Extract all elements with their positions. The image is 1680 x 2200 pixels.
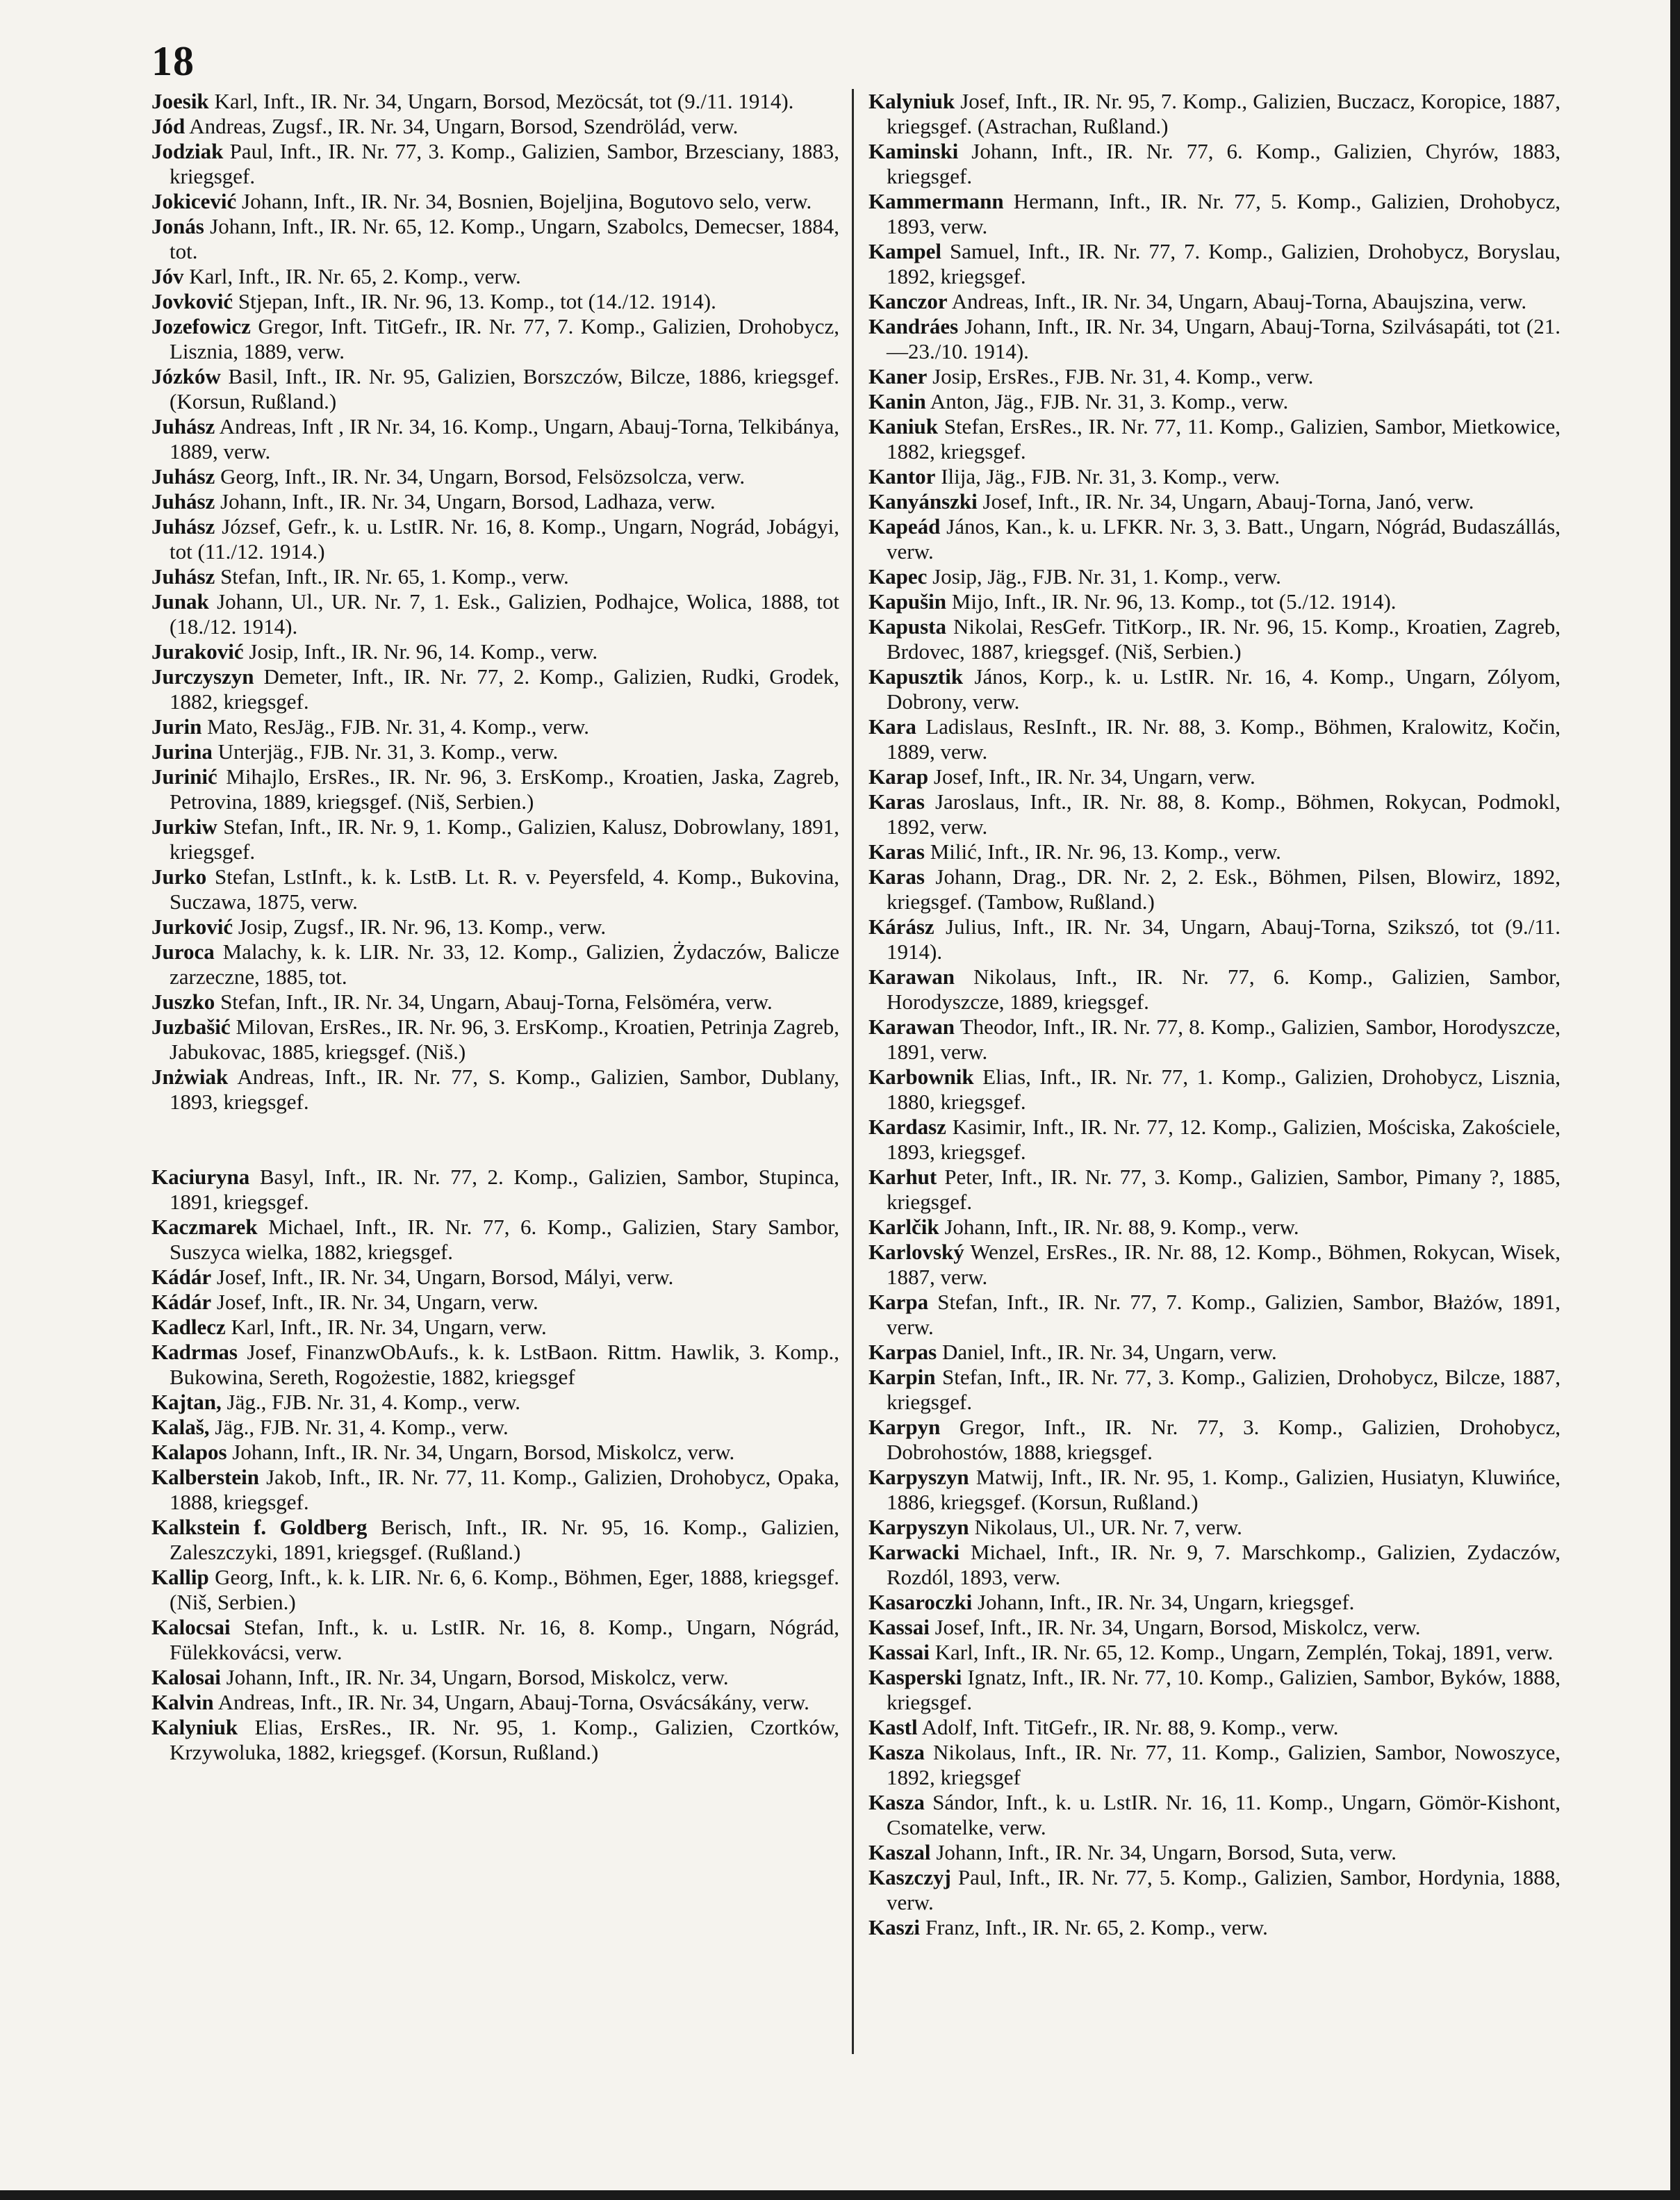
register-entry bbox=[151, 990, 839, 1015]
entry-surname: Kandráes bbox=[868, 314, 959, 338]
register-entry bbox=[151, 714, 839, 739]
entry-surname: Karlovský bbox=[868, 1240, 964, 1264]
entry-details: Stefan, Inft., IR. Nr. 77, 7. Komp., Galizien, Sambor, Błażów, 1891, verw. bbox=[887, 1290, 1560, 1339]
entry-surname: Kajtan, bbox=[151, 1390, 222, 1414]
register-entry bbox=[151, 814, 839, 864]
register-entry bbox=[151, 1440, 839, 1465]
register-entry bbox=[151, 464, 839, 489]
register-entry bbox=[151, 1690, 839, 1715]
register-entry bbox=[868, 364, 1560, 389]
entry-surname: Kaszal bbox=[868, 1840, 931, 1864]
entry-surname: Jurczyszyn bbox=[151, 664, 254, 689]
entry-surname: Jodziak bbox=[151, 139, 224, 163]
entry-details: Sándor, Inft., k. u. LstIR. Nr. 16, 11. Komp., Ungarn, Gömör-Kishont, Csomatelke, verw. bbox=[887, 1790, 1560, 1839]
entry-surname: Jurin bbox=[151, 714, 202, 739]
entry-details: Nikolaus, Ul., UR. Nr. 7, verw. bbox=[974, 1515, 1242, 1539]
entry-surname: Kanin bbox=[868, 389, 926, 413]
register-entry bbox=[868, 389, 1560, 414]
register-entry bbox=[151, 1715, 839, 1765]
entry-details: Josef, Inft., IR. Nr. 34, Ungarn, Borsod, Miskolcz, verw. bbox=[934, 1615, 1421, 1639]
register-entry bbox=[868, 764, 1560, 789]
register-entry bbox=[868, 564, 1560, 589]
entry-details: Jäg., FJB. Nr. 31, 4. Komp., verw. bbox=[227, 1390, 521, 1414]
entry-surname: Joesik bbox=[151, 89, 209, 113]
entry-details: Johann, Inft., IR. Nr. 65, 12. Komp., Ungarn, Szabolcs, Demecser, 1884, tot. bbox=[170, 214, 840, 263]
entry-details: Jäg., FJB. Nr. 31, 4. Komp., verw. bbox=[215, 1415, 509, 1439]
register-entry bbox=[868, 1715, 1560, 1740]
entry-details: Basil, Inft., IR. Nr. 95, Galizien, Borszczów, Bilcze, 1886, kriegsgef. (Korsun, Rußland.) bbox=[170, 364, 840, 413]
entry-details: Michael, Inft., IR. Nr. 77, 6. Komp., Galizien, Stary Sambor, Suszyca wielka, 1882, kriegsgef. bbox=[170, 1215, 840, 1264]
register-entry bbox=[151, 1015, 839, 1065]
entry-surname: Jurko bbox=[151, 864, 207, 889]
register-entry bbox=[868, 189, 1560, 239]
register-entry bbox=[868, 964, 1560, 1015]
entry-details: Paul, Inft., IR. Nr. 77, 5. Komp., Galizien, Sambor, Hordynia, 1888, verw. bbox=[887, 1865, 1561, 1914]
entry-details: Andreas, Zugsf., IR. Nr. 34, Ungarn, Borsod, Szendrölád, verw. bbox=[189, 114, 739, 138]
register-entry bbox=[151, 1340, 839, 1390]
register-entry bbox=[151, 639, 839, 664]
entry-surname: Karap bbox=[868, 764, 929, 789]
entry-surname: Kapusztik bbox=[868, 664, 964, 689]
entry-surname: Kanyánszki bbox=[868, 489, 978, 514]
entry-surname: Karbownik bbox=[868, 1065, 974, 1089]
entry-surname: Kasaroczki bbox=[868, 1590, 973, 1614]
entry-details: Milić, Inft., IR. Nr. 96, 13. Komp., verw. bbox=[930, 839, 1281, 864]
entry-details: Karl, Inft., IR. Nr. 34, Ungarn, verw. bbox=[231, 1315, 547, 1339]
entry-surname: Kantor bbox=[868, 464, 936, 489]
register-entry bbox=[151, 364, 839, 414]
entry-surname: Kassai bbox=[868, 1615, 930, 1639]
register-entry bbox=[151, 864, 839, 914]
entry-surname: Karwacki bbox=[868, 1540, 960, 1564]
entry-surname: Juhász bbox=[151, 514, 215, 539]
entry-details: Elias, ErsRes., IR. Nr. 95, 1. Komp., Galizien, Czortków, Krzywoluka, 1882, kriegsgef. (Korsun, Rußland.) bbox=[170, 1715, 839, 1764]
entry-details: Johann, Inft., IR. Nr. 34, Ungarn, kriegsgef. bbox=[978, 1590, 1355, 1614]
entry-surname: Kapeád bbox=[868, 514, 941, 539]
entry-surname: Kasza bbox=[868, 1740, 925, 1764]
register-entry bbox=[868, 789, 1560, 839]
entry-surname: Jurinić bbox=[151, 764, 217, 789]
entry-surname: Kaszczyj bbox=[868, 1865, 951, 1889]
entry-surname: Karas bbox=[868, 789, 925, 814]
register-entry bbox=[151, 1315, 839, 1340]
register-entry bbox=[868, 1615, 1560, 1640]
register-entry bbox=[151, 314, 839, 364]
entry-details: Johann, Ul., UR. Nr. 7, 1. Esk., Galizien, Podhajce, Wolica, 1888, tot (18./12. 1914). bbox=[170, 589, 839, 639]
register-entry bbox=[151, 139, 839, 189]
entry-details: Mijo, Inft., IR. Nr. 96, 13. Komp., tot (5./12. 1914). bbox=[951, 589, 1397, 614]
entry-surname: Karlčik bbox=[868, 1215, 939, 1239]
entry-details: Johann, Inft., IR. Nr. 34, Ungarn, Borsod, Miskolcz, verw. bbox=[232, 1440, 735, 1464]
entry-details: Stjepan, Inft., IR. Nr. 96, 13. Komp., tot (14./12. 1914). bbox=[238, 289, 716, 313]
entry-surname: Kaszi bbox=[868, 1915, 921, 1939]
register-entry bbox=[151, 1415, 839, 1440]
entry-details: Julius, Inft., IR. Nr. 34, Ungarn, Abauj-Torna, Szikszó, tot (9./11. 1914). bbox=[887, 914, 1560, 964]
register-entry bbox=[868, 1015, 1560, 1065]
entry-surname: Karawan bbox=[868, 964, 955, 989]
entry-details: Ignatz, Inft., IR. Nr. 77, 10. Komp., Galizien, Sambor, Byków, 1888, kriegsgef. bbox=[887, 1665, 1560, 1714]
entry-details: Josip, Jäg., FJB. Nr. 31, 1. Komp., verw. bbox=[932, 564, 1281, 589]
entry-details: Kasimir, Inft., IR. Nr. 77, 12. Komp., Galizien, Mościska, Zakościele, 1893, kriegsgef. bbox=[887, 1115, 1560, 1164]
register-entry bbox=[868, 1065, 1560, 1115]
entry-details: János, Korp., k. u. LstIR. Nr. 16, 4. Komp., Ungarn, Zólyom, Dobrony, verw. bbox=[887, 664, 1561, 714]
entry-details: Adolf, Inft. TitGefr., IR. Nr. 88, 9. Komp., verw. bbox=[921, 1715, 1339, 1739]
entry-details: Anton, Jäg., FJB. Nr. 31, 3. Komp., verw. bbox=[930, 389, 1289, 413]
entry-surname: Kaminski bbox=[868, 139, 959, 163]
entry-details: Josef, Inft., IR. Nr. 95, 7. Komp., Galizien, Buczacz, Koropice, 1887, kriegsgef. (Astrachan, Rußland.) bbox=[887, 89, 1561, 138]
entry-details: Josip, Inft., IR. Nr. 96, 14. Komp., verw. bbox=[249, 639, 598, 664]
entry-surname: Juhász bbox=[151, 489, 215, 514]
entry-surname: Karpin bbox=[868, 1365, 936, 1389]
entry-details: Josip, Zugsf., IR. Nr. 96, 13. Komp., verw. bbox=[238, 914, 607, 939]
entry-surname: Jovković bbox=[151, 289, 233, 313]
register-entry bbox=[151, 914, 839, 939]
register-entry bbox=[151, 939, 839, 990]
register-entry bbox=[151, 589, 839, 639]
entry-details: Stefan, ErsRes., IR. Nr. 77, 11. Komp., Galizien, Sambor, Mietkowice, 1882, kriegsgef. bbox=[887, 414, 1561, 463]
register-entry bbox=[868, 514, 1560, 564]
entry-surname: Kasza bbox=[868, 1790, 925, 1814]
entry-details: Stefan, Inft., IR. Nr. 77, 3. Komp., Galizien, Drohobycz, Bilcze, 1887, kriegsgef. bbox=[887, 1365, 1561, 1414]
register-entry bbox=[868, 1115, 1560, 1165]
entry-details: Stefan, Inft., IR. Nr. 65, 1. Komp., verw. bbox=[220, 564, 569, 589]
entry-surname: Kalapos bbox=[151, 1440, 227, 1464]
register-entry bbox=[868, 1365, 1560, 1415]
register-entry bbox=[151, 1290, 839, 1315]
register-entry bbox=[868, 614, 1560, 664]
register-entry bbox=[868, 1590, 1560, 1615]
entry-details: Milovan, ErsRes., IR. Nr. 96, 3. ErsKomp., Kroatien, Petrinja Zagreb, Jabukovac, 1885, kriegsgef. (Niš.) bbox=[170, 1015, 839, 1064]
register-entry bbox=[151, 1390, 839, 1415]
entry-details: Stefan, Inft., IR. Nr. 9, 1. Komp., Galizien, Kalusz, Dobrowlany, 1891, kriegsgef. bbox=[170, 814, 839, 864]
entry-details: Samuel, Inft., IR. Nr. 77, 7. Komp., Galizien, Drohobycz, Boryslau, 1892, kriegsgef. bbox=[887, 239, 1560, 288]
entry-surname: Kapušin bbox=[868, 589, 947, 614]
entry-details: Stefan, Inft., IR. Nr. 34, Ungarn, Abauj-Torna, Felsöméra, verw. bbox=[220, 990, 773, 1014]
register-entry bbox=[868, 1340, 1560, 1365]
entry-details: Mihajlo, ErsRes., IR. Nr. 96, 3. ErsKomp., Kroatien, Jaska, Zagreb, Petrovina, 1889, kriegsgef. (Niš, Serbien.) bbox=[170, 764, 840, 814]
register-entry bbox=[151, 1065, 839, 1115]
entry-surname: Jozefowicz bbox=[151, 314, 251, 338]
entry-surname: Jóv bbox=[151, 264, 184, 288]
entry-details: Andreas, Inft , IR Nr. 34, 16. Komp., Ungarn, Abauj-Torna, Telkibánya, 1889, verw. bbox=[170, 414, 839, 463]
register-entry bbox=[151, 214, 839, 264]
entry-surname: Kara bbox=[868, 714, 916, 739]
entry-surname: Juhász bbox=[151, 564, 215, 589]
register-entry bbox=[868, 1515, 1560, 1540]
entry-details: Mato, ResJäg., FJB. Nr. 31, 4. Komp., verw. bbox=[207, 714, 590, 739]
entry-surname: Karas bbox=[868, 864, 925, 889]
register-entry bbox=[868, 464, 1560, 489]
register-entry bbox=[868, 89, 1560, 139]
left-column bbox=[151, 89, 839, 1765]
register-entry bbox=[868, 1740, 1560, 1790]
entry-details: Gregor, Inft. TitGefr., IR. Nr. 77, 7. Komp., Galizien, Drohobycz, Lisznia, 1889, verw. bbox=[170, 314, 840, 363]
entry-details: Josef, Inft., IR. Nr. 34, Ungarn, verw. bbox=[933, 764, 1255, 789]
entry-surname: Juroca bbox=[151, 939, 215, 964]
entry-details: Georg, Inft., IR. Nr. 34, Ungarn, Borsod, Felsözsolcza, verw. bbox=[220, 464, 746, 489]
entry-surname: Kastl bbox=[868, 1715, 918, 1739]
entry-surname: Jód bbox=[151, 114, 186, 138]
register-entry bbox=[868, 239, 1560, 289]
entry-details: Ilija, Jäg., FJB. Nr. 31, 3. Komp., verw. bbox=[941, 464, 1280, 489]
register-entry bbox=[868, 139, 1560, 189]
register-entry bbox=[151, 514, 839, 564]
entry-details: Johann, Inft., IR. Nr. 88, 9. Komp., verw. bbox=[944, 1215, 1299, 1239]
entry-surname: Kardasz bbox=[868, 1115, 946, 1139]
register-entry bbox=[868, 1665, 1560, 1715]
entry-surname: Kalocsai bbox=[151, 1615, 231, 1639]
entry-surname: Jonás bbox=[151, 214, 204, 238]
entry-details: Josip, ErsRes., FJB. Nr. 31, 4. Komp., verw. bbox=[932, 364, 1314, 388]
register-entry bbox=[151, 564, 839, 589]
register-entry bbox=[868, 664, 1560, 714]
register-entry bbox=[151, 1665, 839, 1690]
entry-surname: Juraković bbox=[151, 639, 244, 664]
entry-surname: Karpas bbox=[868, 1340, 937, 1364]
entry-details: József, Gefr., k. u. LstIR. Nr. 16, 8. Komp., Ungarn, Nográd, Jobágyi, tot (11./12. 1914.) bbox=[170, 514, 839, 564]
register-entry bbox=[151, 1515, 839, 1565]
entry-surname: Kádár bbox=[151, 1265, 212, 1289]
entry-details: Stefan, LstInft., k. k. LstB. Lt. R. v. Peyersfeld, 4. Komp., Bukovina, Suczawa, 1875, verw. bbox=[170, 864, 839, 914]
entry-surname: Kaczmarek bbox=[151, 1215, 258, 1239]
entry-details: Unterjäg., FJB. Nr. 31, 3. Komp., verw. bbox=[217, 739, 559, 764]
register-entry bbox=[868, 1290, 1560, 1340]
register-entry bbox=[868, 1790, 1560, 1840]
register-entry bbox=[151, 1165, 839, 1215]
entry-details: Johann, Inft., IR. Nr. 34, Ungarn, Borsod, Ladhaza, verw. bbox=[220, 489, 716, 514]
entry-details: Basyl, Inft., IR. Nr. 77, 2. Komp., Galizien, Sambor, Stupinca, 1891, kriegsgef. bbox=[170, 1165, 840, 1214]
register-entry bbox=[151, 414, 839, 464]
entry-details: Jaroslaus, Inft., IR. Nr. 88, 8. Komp., Böhmen, Rokycan, Podmokl, 1892, verw. bbox=[887, 789, 1560, 839]
entry-surname: Kadlecz bbox=[151, 1315, 226, 1339]
register-entry bbox=[868, 1915, 1560, 1940]
entry-surname: Jurina bbox=[151, 739, 213, 764]
register-entry bbox=[868, 864, 1560, 914]
entry-surname: Kaner bbox=[868, 364, 928, 388]
entry-details: Theodor, Inft., IR. Nr. 77, 8. Komp., Galizien, Sambor, Horodyszcze, 1891, verw. bbox=[887, 1015, 1560, 1064]
entry-details: Josef, Inft., IR. Nr. 34, Ungarn, Borsod, Mályi, verw. bbox=[216, 1265, 674, 1289]
entry-details: Franz, Inft., IR. Nr. 65, 2. Komp., verw. bbox=[925, 1915, 1268, 1939]
register-entry bbox=[151, 264, 839, 289]
entry-surname: Kárász bbox=[868, 914, 934, 939]
entry-surname: Kalvin bbox=[151, 1690, 214, 1714]
entry-surname: Jurkiw bbox=[151, 814, 217, 839]
section-gap bbox=[151, 1115, 839, 1165]
entry-details: Paul, Inft., IR. Nr. 77, 3. Komp., Galizien, Sambor, Brzesciany, 1883, kriegsgef. bbox=[170, 139, 840, 188]
register-entry bbox=[868, 289, 1560, 314]
entry-details: Karl, Inft., IR. Nr. 65, 2. Komp., verw. bbox=[189, 264, 521, 288]
register-entry bbox=[868, 1640, 1560, 1665]
entry-details: Johann, Inft., IR. Nr. 34, Bosnien, Bojeljina, Bogutovo selo, verw. bbox=[242, 189, 812, 213]
entry-surname: Kádár bbox=[151, 1290, 212, 1314]
entry-surname: Kadrmas bbox=[151, 1340, 238, 1364]
entry-details: János, Kan., k. u. LFKR. Nr. 3, 3. Batt., Ungarn, Nógrád, Budaszállás, verw. bbox=[887, 514, 1560, 564]
register-entry bbox=[868, 1840, 1560, 1865]
entry-surname: Kassai bbox=[868, 1640, 930, 1664]
entry-surname: Kasperski bbox=[868, 1665, 962, 1689]
register-entry bbox=[151, 89, 839, 114]
entry-details: Andreas, Inft., IR. Nr. 34, Ungarn, Abauj-Torna, Abaujszina, verw. bbox=[951, 289, 1527, 313]
register-entry bbox=[868, 1540, 1560, 1590]
entry-surname: Kanczor bbox=[868, 289, 948, 313]
entry-details: Matwij, Inft., IR. Nr. 95, 1. Komp., Galizien, Husiatyn, Kluwińce, 1886, kriegsgef. (Korsun, Rußland.) bbox=[887, 1465, 1560, 1514]
entry-details: Malachy, k. k. LIR. Nr. 33, 12. Komp., Galizien, Żydaczów, Balicze zarzeczne, 1885, tot. bbox=[170, 939, 839, 989]
entry-surname: Juszko bbox=[151, 990, 215, 1014]
right-column bbox=[868, 89, 1560, 1940]
entry-details: Ladislaus, ResInft., IR. Nr. 88, 3. Komp., Böhmen, Kralowitz, Kočin, 1889, verw. bbox=[887, 714, 1560, 764]
entry-surname: Juhász bbox=[151, 464, 215, 489]
entry-details: Josef, Inft., IR. Nr. 34, Ungarn, verw. bbox=[216, 1290, 538, 1314]
entry-surname: Kalaš, bbox=[151, 1415, 210, 1439]
entry-surname: Kampel bbox=[868, 239, 942, 263]
register-entry bbox=[868, 714, 1560, 764]
entry-surname: Kapusta bbox=[868, 614, 946, 639]
entry-surname: Karpyn bbox=[868, 1415, 941, 1439]
register-entry bbox=[868, 314, 1560, 364]
register-entry bbox=[868, 1465, 1560, 1515]
entry-surname: Kaniuk bbox=[868, 414, 938, 438]
register-entry bbox=[151, 1265, 839, 1290]
register-entry bbox=[868, 1415, 1560, 1465]
entry-surname: Jurković bbox=[151, 914, 233, 939]
entry-details: Hermann, Inft., IR. Nr. 77, 5. Komp., Galizien, Drohobycz, 1893, verw. bbox=[887, 189, 1561, 238]
entry-surname: Juhász bbox=[151, 414, 215, 438]
entry-details: Nikolai, ResGefr. TitKorp., IR. Nr. 96, 15. Komp., Kroatien, Zagreb, Brdovec, 1887, kriegsgef. (Niš, Serbien.) bbox=[887, 614, 1561, 664]
entry-details: Jakob, Inft., IR. Nr. 77, 11. Komp., Galizien, Drohobycz, Opaka, 1888, kriegsgef. bbox=[170, 1465, 839, 1514]
register-entry bbox=[151, 1565, 839, 1615]
entry-surname: Kalkstein f. Goldberg bbox=[151, 1515, 368, 1539]
entry-details: Georg, Inft., k. k. LIR. Nr. 6, 6. Komp., Böhmen, Eger, 1888, kriegsgef. (Niš, Serbien.) bbox=[170, 1565, 839, 1614]
register-entry bbox=[868, 414, 1560, 464]
entry-details: Nikolaus, Inft., IR. Nr. 77, 11. Komp., Galizien, Sambor, Nowoszyce, 1892, kriegsgef bbox=[887, 1740, 1561, 1789]
register-entry bbox=[868, 489, 1560, 514]
entry-details: Johann, Inft., IR. Nr. 34, Ungarn, Borsod, Miskolcz, verw. bbox=[226, 1665, 729, 1689]
entry-details: Wenzel, ErsRes., IR. Nr. 88, 12. Komp., Böhmen, Rokycan, Wisek, 1887, verw. bbox=[887, 1240, 1560, 1289]
entry-details: Nikolaus, Inft., IR. Nr. 77, 6. Komp., Galizien, Sambor, Horodyszcze, 1889, kriegsgef. bbox=[887, 964, 1560, 1014]
register-entry bbox=[151, 189, 839, 214]
entry-surname: Junak bbox=[151, 589, 209, 614]
register-entry bbox=[151, 739, 839, 764]
register-entry bbox=[151, 1615, 839, 1665]
entry-details: Peter, Inft., IR. Nr. 77, 3. Komp., Galizien, Sambor, Pimany ?, 1885, kriegsgef. bbox=[887, 1165, 1561, 1214]
entry-details: Daniel, Inft., IR. Nr. 34, Ungarn, verw. bbox=[941, 1340, 1277, 1364]
register-entry bbox=[151, 1465, 839, 1515]
entry-surname: Karpa bbox=[868, 1290, 929, 1314]
entry-surname: Karpyszyn bbox=[868, 1515, 969, 1539]
register-entry bbox=[868, 839, 1560, 864]
entry-details: Gregor, Inft., IR. Nr. 77, 3. Komp., Galizien, Drohobycz, Dobrohostów, 1888, kriegsgef. bbox=[887, 1415, 1560, 1464]
entry-details: Andreas, Inft., IR. Nr. 77, S. Komp., Galizien, Sambor, Dublany, 1893, kriegsgef. bbox=[170, 1065, 839, 1114]
register-entry bbox=[151, 114, 839, 139]
entry-details: Elias, Inft., IR. Nr. 77, 1. Komp., Galizien, Drohobycz, Lisznia, 1880, kriegsgef. bbox=[887, 1065, 1560, 1114]
register-entry bbox=[868, 1215, 1560, 1240]
entry-surname: Józków bbox=[151, 364, 221, 388]
register-entry bbox=[151, 664, 839, 714]
entry-surname: Kalosai bbox=[151, 1665, 221, 1689]
register-entry bbox=[868, 1865, 1560, 1915]
entry-details: Stefan, Inft., k. u. LstIR. Nr. 16, 8. Komp., Ungarn, Nógrád, Fülekkovácsi, verw. bbox=[170, 1615, 840, 1664]
entry-surname: Kalyniuk bbox=[868, 89, 955, 113]
register-entry bbox=[868, 1240, 1560, 1290]
entry-surname: Kalberstein bbox=[151, 1465, 259, 1489]
entry-details: Johann, Inft., IR. Nr. 34, Ungarn, Abauj-Torna, Szilvásapáti, tot (21.—23./10. 1914). bbox=[887, 314, 1561, 363]
register-entry bbox=[151, 289, 839, 314]
entry-surname: Kallip bbox=[151, 1565, 209, 1589]
entry-surname: Jokicević bbox=[151, 189, 237, 213]
entry-details: Michael, Inft., IR. Nr. 9, 7. Marschkomp., Galizien, Zydaczów, Rozdól, 1893, verw. bbox=[887, 1540, 1560, 1589]
entry-surname: Juzbašić bbox=[151, 1015, 231, 1039]
register-entry bbox=[868, 914, 1560, 964]
register-entry bbox=[868, 1165, 1560, 1215]
register-entry bbox=[151, 1215, 839, 1265]
entry-surname: Kammermann bbox=[868, 189, 1004, 213]
entry-surname: Karpyszyn bbox=[868, 1465, 969, 1489]
register-entry bbox=[151, 764, 839, 814]
entry-details: Andreas, Inft., IR. Nr. 34, Ungarn, Abauj-Torna, Osvácsákány, verw. bbox=[217, 1690, 809, 1714]
entry-surname: Kaciuryna bbox=[151, 1165, 250, 1189]
entry-surname: Karawan bbox=[868, 1015, 955, 1039]
entry-details: Berisch, Inft., IR. Nr. 95, 16. Komp., Galizien, Zaleszczyki, 1891, kriegsgef. (Rußland.) bbox=[170, 1515, 840, 1564]
register-entry bbox=[868, 589, 1560, 614]
entry-details: Johann, Inft., IR. Nr. 77, 6. Komp., Galizien, Chyrów, 1883, kriegsgef. bbox=[887, 139, 1560, 188]
register-entry bbox=[151, 489, 839, 514]
entry-details: Demeter, Inft., IR. Nr. 77, 2. Komp., Galizien, Rudki, Grodek, 1882, kriegsgef. bbox=[170, 664, 840, 714]
page-number: 18 bbox=[151, 38, 195, 84]
entry-details: Karl, Inft., IR. Nr. 65, 12. Komp., Ungarn, Zemplén, Tokaj, 1891, verw. bbox=[934, 1640, 1554, 1664]
entry-surname: Kalyniuk bbox=[151, 1715, 238, 1739]
entry-details: Josef, FinanzwObAufs., k. k. LstBaon. Rittm. Hawlik, 3. Komp., Bukowina, Sereth, Rogożestie, 1882, kriegsgef bbox=[170, 1340, 839, 1389]
entry-details: Johann, Drag., DR. Nr. 2, 2. Esk., Böhmen, Pilsen, Blowirz, 1892, kriegsgef. (Tambow, Rußland.) bbox=[887, 864, 1560, 914]
entry-details: Josef, Inft., IR. Nr. 34, Ungarn, Abauj-Torna, Janó, verw. bbox=[982, 489, 1474, 514]
entry-details: Karl, Inft., IR. Nr. 34, Ungarn, Borsod, Mezöcsát, tot (9./11. 1914). bbox=[214, 89, 794, 113]
entry-surname: Jnżwiak bbox=[151, 1065, 229, 1089]
entry-surname: Karhut bbox=[868, 1165, 937, 1189]
column-divider bbox=[852, 89, 854, 2054]
entry-surname: Kapec bbox=[868, 564, 928, 589]
entry-surname: Karas bbox=[868, 839, 925, 864]
entry-details: Johann, Inft., IR. Nr. 34, Ungarn, Borsod, Suta, verw. bbox=[936, 1840, 1397, 1864]
